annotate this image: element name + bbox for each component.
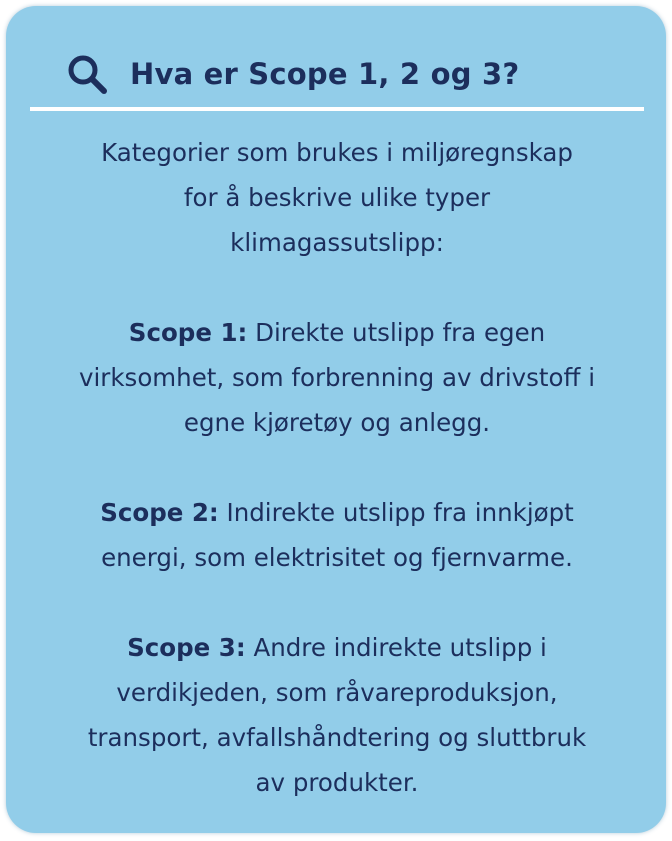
scope-3-line: av produkter. <box>255 768 419 797</box>
scope-3-line: verdikjeden, som råvareproduksjon, <box>116 678 558 707</box>
scope-2-line: energi, som elektrisitet og fjernvarme. <box>101 543 573 572</box>
scope-3-paragraph <box>30 625 644 805</box>
card-header <box>66 50 519 98</box>
search-icon <box>66 53 108 95</box>
scope-2-paragraph <box>30 490 644 580</box>
scope-3-text: Andre indirekte utslipp i <box>245 633 547 662</box>
info-card <box>6 6 666 833</box>
scope-1-text: Direkte utslipp fra egen <box>247 318 546 347</box>
intro-line: Kategorier som brukes i miljøregnskap <box>101 138 573 167</box>
scope-1-line: virksomhet, som forbrenning av drivstoff i <box>78 363 596 392</box>
scope-3-line: transport, avfallshåndtering og sluttbruk <box>87 723 587 752</box>
card-title: Hva er Scope 1, 2 og 3? <box>130 57 520 91</box>
intro-line: klimagassutslipp: <box>230 228 444 257</box>
intro-line: for å beskrive ulike typer <box>183 183 491 212</box>
scope-2-text: Indirekte utslipp fra innkjøpt <box>218 498 574 527</box>
scope-1-label: Scope 1: <box>128 318 248 347</box>
title-divider <box>30 107 644 111</box>
intro-paragraph <box>30 130 644 265</box>
scope-3-label: Scope 3: <box>127 633 246 662</box>
scope-1-line: egne kjøretøy og anlegg. <box>183 408 491 437</box>
scope-1-paragraph <box>30 310 644 445</box>
scope-2-label: Scope 2: <box>100 498 219 527</box>
card-body <box>30 130 644 805</box>
